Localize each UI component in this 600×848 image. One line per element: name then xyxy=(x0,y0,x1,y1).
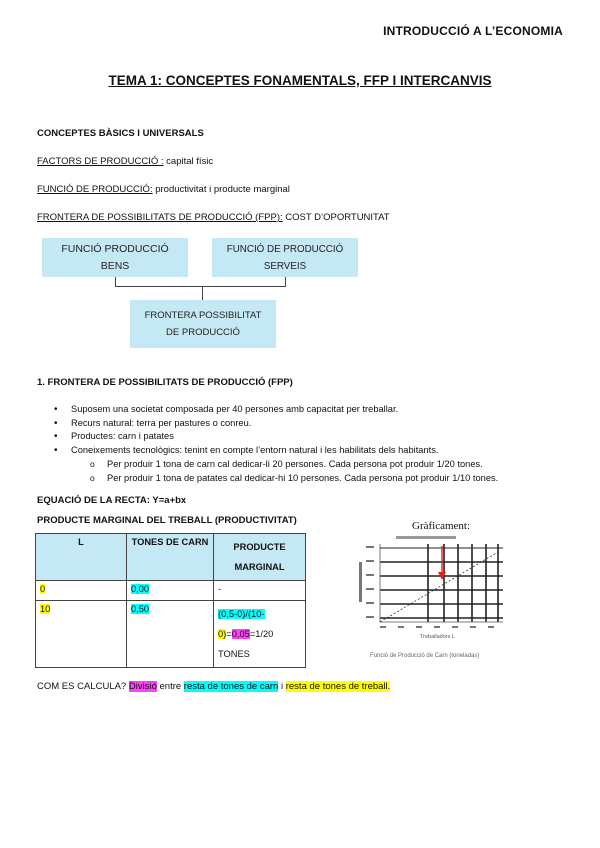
course-header: INTRODUCCIÓ A L’ECONOMIA xyxy=(383,24,563,38)
cell-tones-value: 0,00 xyxy=(131,584,150,594)
calc-question: COM ES CALCULA? xyxy=(37,681,129,692)
graph-caption: Funció de Producció de Carn (toneladas) xyxy=(370,653,480,659)
box-frontera-label: FRONTERA POSSIBILITAT DE PRODUCCIÓ xyxy=(144,310,262,338)
table-row xyxy=(36,601,306,668)
sub-bullet-list xyxy=(37,458,498,485)
factors-line xyxy=(37,156,213,167)
frontera-line xyxy=(37,212,390,223)
box-funcio-serveis xyxy=(212,238,358,277)
funcio-value: productivitat i producte marginal xyxy=(152,184,290,195)
pm-part-f: TONES xyxy=(218,649,250,659)
pm-part-a: (0,5-0)/(10- xyxy=(218,609,265,619)
cell-l xyxy=(36,581,127,601)
header-l: L xyxy=(36,534,127,581)
list-item: o Per produir 1 tona de carn cal dedicar-li 20 persones. Cada persona pot produir 1/20 tones. xyxy=(37,458,498,472)
calc-line xyxy=(37,681,390,692)
connector-left xyxy=(115,277,116,286)
box-funcio-bens xyxy=(42,238,188,277)
list-item: o Per produir 1 tona de patates cal dedicar-hi 10 persones. Cada persona pot produir 1/10 tones. xyxy=(37,472,498,486)
connector-horizontal xyxy=(115,286,286,287)
calc-divisio: Divisió xyxy=(128,681,157,692)
production-graph xyxy=(358,532,508,642)
connector-down xyxy=(202,286,203,300)
header-pm-label: PRODUCTE MARGINAL xyxy=(233,542,286,572)
cell-tones xyxy=(127,581,214,601)
calc-resta-carn: resta de tones de carn xyxy=(183,681,279,692)
productivity-table xyxy=(35,533,306,668)
pm-part-e: =1/20 xyxy=(249,629,274,639)
section1-heading: 1. FRONTERA DE POSSIBILITATS DE PRODUCCIÓ (FPP) xyxy=(37,377,293,388)
calc-i: i xyxy=(278,681,286,692)
header-tones: TONES DE CARN xyxy=(127,534,214,581)
page-title: TEMA 1: CONCEPTES FONAMENTALS, FFP I INTERCANVIS xyxy=(108,73,492,88)
calc-entre: entre xyxy=(156,681,184,692)
concepts-heading: CONCEPTES BÀSICS I UNIVERSALS xyxy=(37,128,204,139)
frontera-label: FRONTERA DE POSSIBILITATS DE PRODUCCIÓ (FPP): xyxy=(37,212,283,223)
list-item: • Coneixements tecnològics: tenint en compte l’entorn natural i les habilitats dels habitants. xyxy=(37,444,438,458)
cell-l-value: 10 xyxy=(40,604,51,614)
table-header-row xyxy=(36,534,306,581)
list-item: • Productes: carn i patates xyxy=(37,430,438,444)
pm-part-d: 0,05 xyxy=(231,629,250,639)
box-funcio-bens-label: FUNCIÓ PRODUCCIÓ BENS xyxy=(61,242,169,272)
box-frontera xyxy=(130,300,276,348)
graph-title: Gràficament: xyxy=(412,520,471,532)
bullet-list xyxy=(37,403,438,457)
cell-tones xyxy=(127,601,214,668)
header-pm xyxy=(214,534,306,581)
cell-l xyxy=(36,601,127,668)
graph-xlabel: Treballadors L xyxy=(420,634,455,640)
connector-right xyxy=(285,277,286,286)
table-row xyxy=(36,581,306,601)
cell-pm: - xyxy=(214,581,306,601)
factors-value: capital físic xyxy=(163,156,214,167)
pm-part-c: = xyxy=(226,629,232,639)
list-item: • Recurs natural: terra per pastures o conreu. xyxy=(37,417,438,431)
calc-resta-treball: resta de tones de treball. xyxy=(285,681,391,692)
box-funcio-serveis-label: FUNCIÓ DE PRODUCCIÓ SERVEIS xyxy=(226,243,344,272)
frontera-value: COST D’OPORTUNITAT xyxy=(282,212,390,223)
factors-label: FACTORS DE PRODUCCIÓ : xyxy=(37,156,164,167)
pm-part-b: 0) xyxy=(218,629,227,639)
pm-heading: PRODUCTE MARGINAL DEL TREBALL (PRODUCTIVITAT) xyxy=(37,515,297,526)
cell-l-value: 0 xyxy=(40,584,46,594)
funcio-label: FUNCIÓ DE PRODUCCIÓ: xyxy=(37,184,153,195)
list-item: • Suposem una societat composada per 40 persones amb capacitat per treballar. xyxy=(37,403,438,417)
cell-tones-value: 0,50 xyxy=(131,604,150,614)
funcio-line xyxy=(37,184,290,195)
cell-pm xyxy=(214,601,306,668)
equation-line: EQUACIÓ DE LA RECTA: Y=a+bx xyxy=(37,495,187,506)
